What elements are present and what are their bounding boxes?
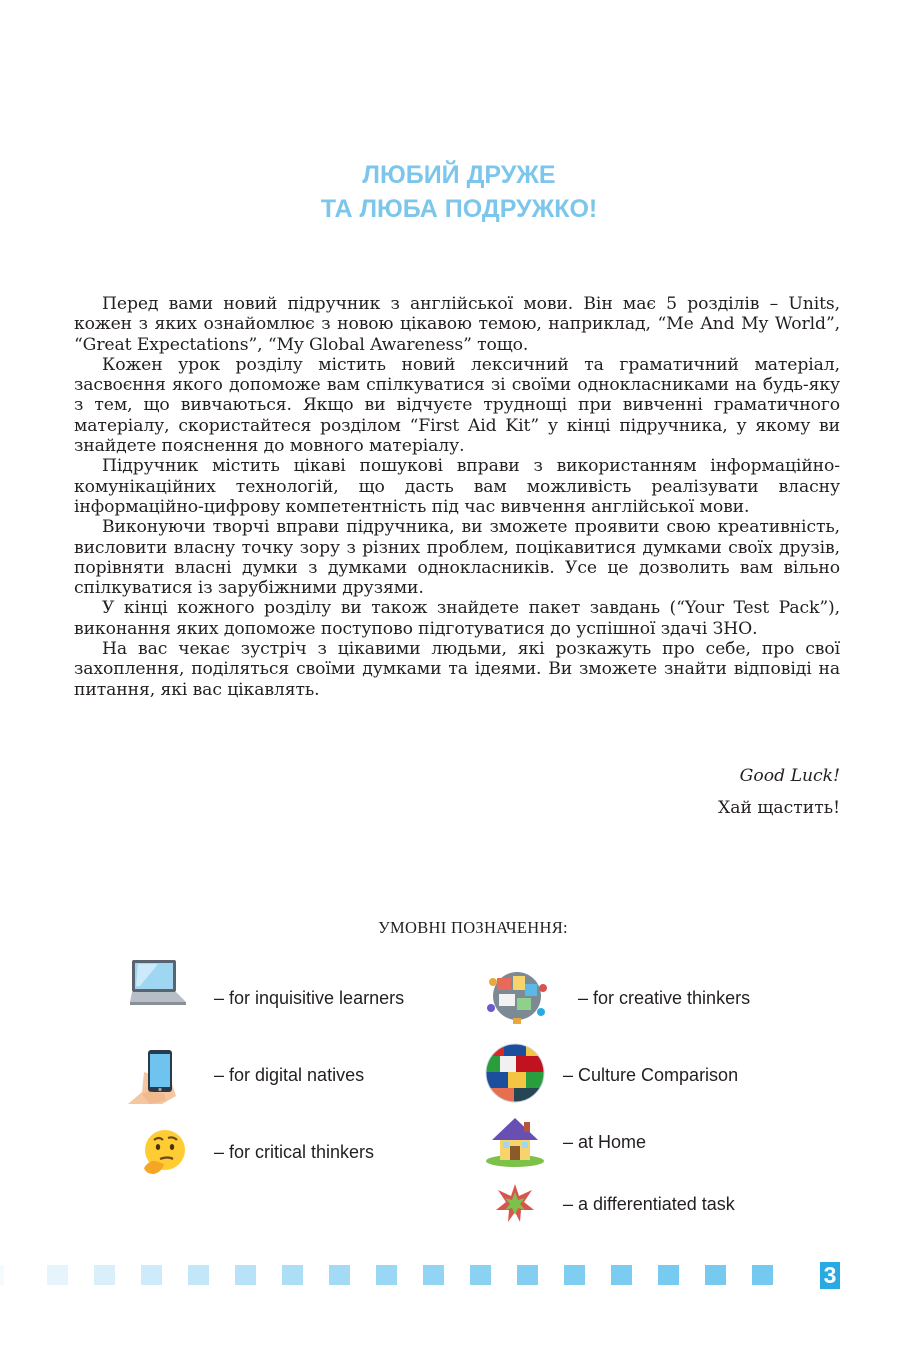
legend-label-inquisitive: – for inquisitive learners — [214, 988, 405, 1008]
footer-square — [235, 1265, 256, 1285]
phone-in-hand-icon — [126, 1048, 182, 1106]
page-number: 3 — [820, 1262, 840, 1289]
paragraph-5: У кінці кожного розділу ви також знайдете пакет завдань (“Your Test Pack”), виконання яких допоможе поступово підготуватися до успішної здачі ЗНО. — [74, 598, 840, 639]
footer-square — [94, 1265, 115, 1285]
title-line-1: ЛЮБИЙ ДРУЖЕ — [362, 161, 556, 189]
creative-collage-icon — [483, 968, 551, 1026]
star-icon — [494, 1182, 536, 1224]
footer-square — [517, 1265, 538, 1285]
intro-text — [74, 294, 840, 700]
footer-square — [470, 1265, 491, 1285]
legend-label-creative: – for creative thinkers — [578, 988, 751, 1008]
flags-globe-icon — [484, 1042, 546, 1104]
footer-square — [282, 1265, 303, 1285]
page-title — [0, 158, 918, 226]
footer-square — [752, 1265, 773, 1285]
footer-square — [0, 1265, 4, 1285]
legend-label-digital: – for digital natives — [214, 1065, 365, 1085]
footer-square — [47, 1265, 68, 1285]
paragraph-2: Кожен урок розділу містить новий лексичний та граматичний матеріал, засвоєння якого допоможе вам спілкуватися зі своїми однокласниками на будь-яку з тем, що вивчаються. Якщо ви відчуєте труднощі при вивченні граматичного матеріалу, скористайтеся розділом “First Aid Kit” у кінці підручника, у якому ви знайдете пояснення до мовного матеріалу. — [74, 354, 840, 457]
footer-square — [329, 1265, 350, 1285]
footer-square — [141, 1265, 162, 1285]
footer-square — [564, 1265, 585, 1285]
legend-title: УМОВНІ ПОЗНАЧЕННЯ: — [378, 918, 568, 937]
legend-label-critical: – for critical thinkers — [214, 1142, 375, 1162]
good-luck-ukrainian: Хай щастить! — [718, 798, 840, 818]
footer-square — [705, 1265, 726, 1285]
footer-square — [658, 1265, 679, 1285]
legend-label-differentiated: – a differentiated task — [563, 1194, 735, 1214]
title-line-2: ТА ЛЮБА ПОДРУЖКО! — [320, 195, 598, 223]
legend-label-culture: – Culture Comparison — [563, 1065, 739, 1085]
footer-square — [376, 1265, 397, 1285]
paragraph-3: Підручник містить цікаві пошукові вправи з використанням інформаційно-комунікаційних технологій, що дасть вам можливість реалізувати власну інформаційно-цифрову компетентність під час вивчення англійської мови. — [74, 456, 840, 517]
paragraph-4: Виконуючи творчі вправи підручника, ви зможете проявити свою креативність, висловити власну точку зору з різних проблем, поцікавитися думками своїх друзів, порівняти власні думки з думками однокласників. Усе це дозволить вам вільно спілкуватися із зарубіжними друзями. — [74, 517, 840, 599]
footer-square — [188, 1265, 209, 1285]
house-icon — [484, 1114, 546, 1168]
footer-square — [611, 1265, 632, 1285]
good-luck-text: Good Luck! — [739, 766, 840, 786]
legend-label-home: – at Home — [563, 1132, 647, 1152]
paragraph-6: На вас чекає зустріч з цікавими людьми, які розкажуть про себе, про свої захоплення, поділяться своїми думками та ідеями. Ви зможете знайти відповіді на питання, які вас цікавлять. — [74, 639, 840, 700]
paragraph-1: Перед вами новий підручник з англійської мови. Він має 5 розділів – Units, кожен з яких ознайомлює з новою цікавою темою, наприклад, “Me And My World”, “Great Expectations”, “My Global Awareness” тощо. — [74, 294, 840, 355]
footer-square — [423, 1265, 444, 1285]
thinking-face-icon — [140, 1128, 188, 1176]
laptop-icon — [128, 958, 188, 1008]
